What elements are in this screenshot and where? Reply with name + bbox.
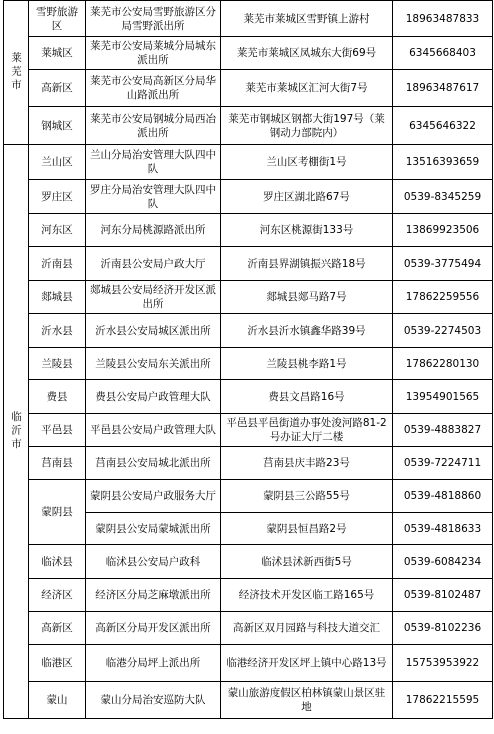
office-cell: 莱芜市公安局雪野旅游区分局雪野派出所 [86,1,221,37]
district-cell: 蒙山 [29,682,86,719]
office-cell: 经济区分局芝麻墩派出所 [86,579,221,612]
table-row [4,414,493,447]
table-row [4,447,493,480]
address-cell: 沂水县沂水镇鑫华路39号 [221,314,393,348]
district-cell: 经济区 [29,579,86,612]
table-row [4,145,493,180]
phone-cell: 18963487617 [393,70,493,107]
office-cell: 费县公安局户政管理大队 [86,380,221,414]
address-cell: 蒙山旅游度假区柏林镇蒙山景区驻地 [221,682,393,719]
address-cell: 蒙阴县恒昌路2号 [221,513,393,545]
table-row [4,579,493,612]
office-cell: 河东分局桃源路派出所 [86,214,221,247]
address-cell: 沂南县界湖镇振兴路18号 [221,247,393,281]
phone-cell: 15753953922 [393,645,493,682]
address-cell: 临港经济开发区坪上镇中心路13号 [221,645,393,682]
address-cell: 兰山区考棚街1号 [221,145,393,180]
office-cell: 蒙山分局治安巡防大队 [86,682,221,719]
phone-cell: 0539-7224711 [393,447,493,480]
table-row [4,612,493,645]
table-row [4,281,493,314]
district-cell: 费县 [29,380,86,414]
registration-office-table [3,0,493,719]
address-cell: 莱芜市莱城区汇河大街7号 [221,70,393,107]
district-cell: 郯城县 [29,281,86,314]
office-cell: 兰山分局治安管理大队四中队 [86,145,221,180]
office-cell: 高新区分局开发区派出所 [86,612,221,645]
table-row [4,380,493,414]
address-cell: 蒙阴县三公路55号 [221,480,393,513]
table-row [4,480,493,513]
phone-cell: 0539-6084234 [393,545,493,579]
phone-cell: 13516393659 [393,145,493,180]
district-cell: 蒙阴县 [29,480,86,545]
phone-cell: 0539-2274503 [393,314,493,348]
office-cell: 蒙阴县公安局蒙城派出所 [86,513,221,545]
table-row [4,247,493,281]
district-cell: 莱城区 [29,37,86,70]
table-row [4,314,493,348]
phone-cell: 17862280130 [393,348,493,380]
district-cell: 兰陵县 [29,348,86,380]
city-cell: 临沂市 [4,145,29,719]
district-cell: 平邑县 [29,414,86,447]
phone-cell: 18963487833 [393,1,493,37]
table-row [4,1,493,37]
address-cell: 经济技术开发区临工路165号 [221,579,393,612]
phone-cell: 6345646322 [393,107,493,145]
phone-cell: 17862215595 [393,682,493,719]
city-cell: 莱芜市 [4,1,29,145]
office-cell: 沂水县公安局城区派出所 [86,314,221,348]
address-cell: 平邑县平邑街道办事处浚河路81-2号办证大厅二楼 [221,414,393,447]
phone-cell: 0539-4818860 [393,480,493,513]
table-row [4,214,493,247]
address-cell: 莱芜市莱城区凤城东大街69号 [221,37,393,70]
address-cell: 高新区双月园路与科技大道交汇 [221,612,393,645]
office-cell: 郯城县公安局经济开发区派出所 [86,281,221,314]
address-cell: 罗庄区湖北路67号 [221,180,393,214]
district-cell: 沂水县 [29,314,86,348]
district-cell: 钢城区 [29,107,86,145]
phone-cell: 0539-8102487 [393,579,493,612]
table-row [4,180,493,214]
phone-cell: 6345668403 [393,37,493,70]
address-cell: 兰陵县桃李路1号 [221,348,393,380]
phone-cell: 0539-3775494 [393,247,493,281]
address-cell: 费县文昌路16号 [221,380,393,414]
district-cell: 雪野旅游区 [29,1,86,37]
office-cell: 莒南县公安局城北派出所 [86,447,221,480]
phone-cell: 0539-4818633 [393,513,493,545]
office-cell: 莱芜市公安局莱城分局城东派出所 [86,37,221,70]
phone-cell: 0539-8102236 [393,612,493,645]
district-cell: 高新区 [29,612,86,645]
district-cell: 临沭县 [29,545,86,579]
office-cell: 平邑县公安局户政管理大队 [86,414,221,447]
address-cell: 河东区桃源街133号 [221,214,393,247]
office-cell: 沂南县公安局户政大厅 [86,247,221,281]
table-row [4,645,493,682]
table-row [4,37,493,70]
office-cell: 莱芜市公安局钢城分局西冶派出所 [86,107,221,145]
office-cell: 临沭县公安局户政科 [86,545,221,579]
address-cell: 莒南县庆丰路23号 [221,447,393,480]
district-cell: 兰山区 [29,145,86,180]
phone-cell: 0539-4883827 [393,414,493,447]
address-cell: 莱芜市钢城区钢都大街197号（莱钢动力部院内） [221,107,393,145]
table-body [4,1,493,719]
phone-cell: 0539-8345259 [393,180,493,214]
office-cell: 罗庄分局治安管理大队四中队 [86,180,221,214]
table-row [4,107,493,145]
table-row [4,348,493,380]
phone-cell: 17862259556 [393,281,493,314]
district-cell: 临港区 [29,645,86,682]
table-row [4,545,493,579]
office-cell: 临港分局坪上派出所 [86,645,221,682]
office-cell: 蒙阴县公安局户政服务大厅 [86,480,221,513]
table-row [4,682,493,719]
table-row [4,70,493,107]
address-cell: 莱芜市莱城区雪野镇上游村 [221,1,393,37]
address-cell: 临沭县沭新西街5号 [221,545,393,579]
office-cell: 莱芜市公安局高新区分局华山路派出所 [86,70,221,107]
district-cell: 沂南县 [29,247,86,281]
district-cell: 罗庄区 [29,180,86,214]
district-cell: 莒南县 [29,447,86,480]
phone-cell: 13869923506 [393,214,493,247]
office-cell: 兰陵县公安局东关派出所 [86,348,221,380]
district-cell: 高新区 [29,70,86,107]
phone-cell: 13954901565 [393,380,493,414]
district-cell: 河东区 [29,214,86,247]
address-cell: 郯城县郯马路7号 [221,281,393,314]
